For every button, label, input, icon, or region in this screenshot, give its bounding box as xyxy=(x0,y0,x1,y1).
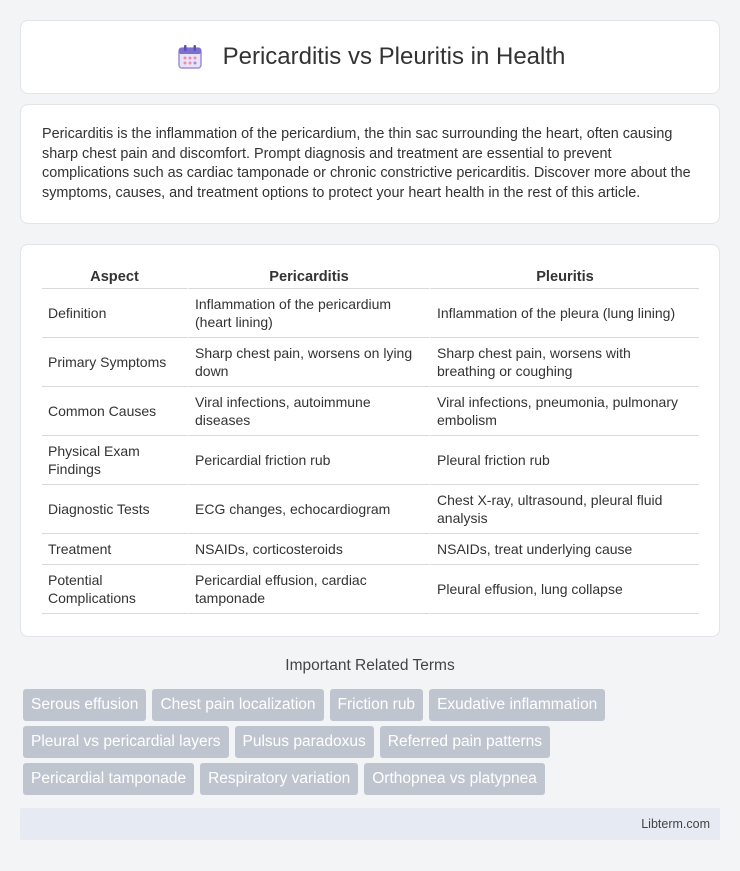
tag-row xyxy=(23,726,723,758)
table-row xyxy=(42,485,699,534)
tag-pleural-vs-pericardial-layers[interactable]: Pleural vs pericardial layers xyxy=(23,726,229,758)
header-pleuritis: Pleuritis xyxy=(429,267,699,289)
table-cell: Inflammation of the pericardium (heart lining) xyxy=(187,289,429,338)
tag-pulsus-paradoxus[interactable]: Pulsus paradoxus xyxy=(235,726,374,758)
table-row xyxy=(42,387,699,436)
table-cell: NSAIDs, corticosteroids xyxy=(187,534,429,565)
table-cell: NSAIDs, treat underlying cause xyxy=(429,534,699,565)
table-row xyxy=(42,565,699,614)
table-cell: Viral infections, autoimmune diseases xyxy=(187,387,429,436)
table-cell: Pericardial friction rub xyxy=(187,436,429,485)
table-cell: Sharp chest pain, worsens with breathing or coughing xyxy=(429,338,699,387)
header-pericarditis: Pericarditis xyxy=(187,267,429,289)
intro-paragraph: Pericarditis is the inflammation of the pericardium, the thin sac surrounding the heart, often causing sharp chest pain and discomfort. Prompt diagnosis and treatment are essential to prevent complications such as cardiac tamponade or chronic constrictive pericarditis. Discover more about the symptoms, causes, and treatment options to protect your heart health in the rest of this article. xyxy=(42,126,691,201)
table-header-row xyxy=(42,267,699,289)
table-cell: Pleural friction rub xyxy=(429,436,699,485)
header-card xyxy=(20,20,720,94)
table-row xyxy=(42,289,699,338)
table-cell: Treatment xyxy=(42,534,187,565)
header-aspect: Aspect xyxy=(42,267,187,289)
related-terms-tags xyxy=(23,689,723,800)
tag-exudative-inflammation[interactable]: Exudative inflammation xyxy=(429,689,605,721)
table-row xyxy=(42,534,699,565)
table-cell: Chest X-ray, ultrasound, pleural fluid analysis xyxy=(429,485,699,534)
tag-referred-pain-patterns[interactable]: Referred pain patterns xyxy=(380,726,550,758)
title-wrap xyxy=(175,42,566,72)
calendar-icon xyxy=(175,42,205,72)
footer-site-link[interactable]: Libterm.com xyxy=(641,817,710,831)
tag-orthopnea-vs-platypnea[interactable]: Orthopnea vs platypnea xyxy=(364,763,545,795)
tag-row xyxy=(23,763,723,795)
table-cell: Sharp chest pain, worsens on lying down xyxy=(187,338,429,387)
table-cell: Pleural effusion, lung collapse xyxy=(429,565,699,614)
table-cell: Potential Complications xyxy=(42,565,187,614)
table-cell: Physical Exam Findings xyxy=(42,436,187,485)
tag-respiratory-variation[interactable]: Respiratory variation xyxy=(200,763,358,795)
table-cell: Diagnostic Tests xyxy=(42,485,187,534)
table-cell: Pericardial effusion, cardiac tamponade xyxy=(187,565,429,614)
tag-pericardial-tamponade[interactable]: Pericardial tamponade xyxy=(23,763,194,795)
tag-serous-effusion[interactable]: Serous effusion xyxy=(23,689,146,721)
table-cell: Inflammation of the pleura (lung lining) xyxy=(429,289,699,338)
page-title: Pericarditis vs Pleuritis in Health xyxy=(222,43,566,70)
table-row xyxy=(42,338,699,387)
intro-card xyxy=(20,104,720,224)
tag-chest-pain-localization[interactable]: Chest pain localization xyxy=(152,689,323,721)
table-cell: Primary Symptoms xyxy=(42,338,187,387)
table-cell: Viral infections, pneumonia, pulmonary embolism xyxy=(429,387,699,436)
comparison-table-card xyxy=(20,244,720,637)
table-cell: Common Causes xyxy=(42,387,187,436)
footer xyxy=(20,808,720,840)
table-cell: Definition xyxy=(42,289,187,338)
comparison-table xyxy=(42,267,699,614)
table-row xyxy=(42,436,699,485)
table-cell: ECG changes, echocardiogram xyxy=(187,485,429,534)
related-terms-title: Important Related Terms xyxy=(285,657,455,674)
tag-friction-rub[interactable]: Friction rub xyxy=(330,689,424,721)
tag-row xyxy=(23,689,723,721)
